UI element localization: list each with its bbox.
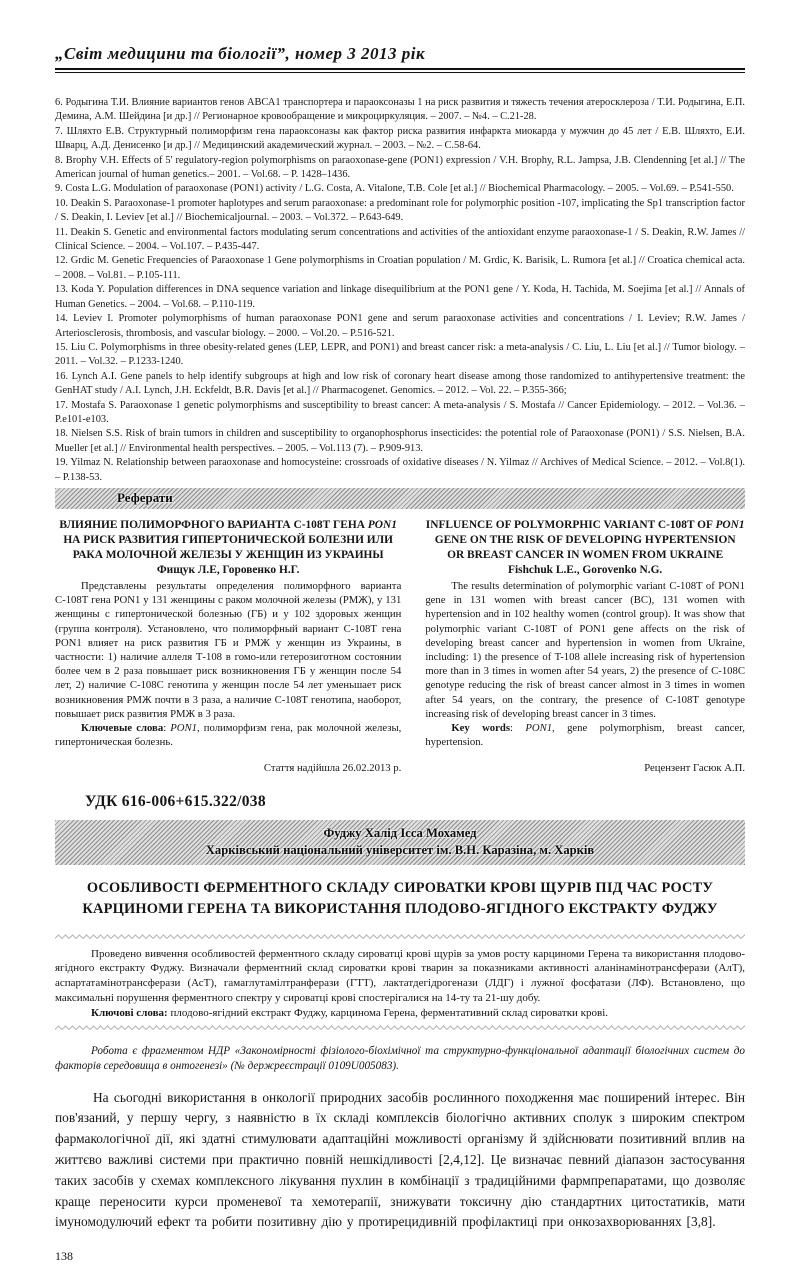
abstract-en-title-text: INFLUENCE OF POLYMORPHIC VARIANT C-108T OF	[425, 518, 716, 531]
reference-item: 19. Yilmaz N. Relationship between paraoxonase and homocysteine: crossroads of oxidative diseases / N. Yilmaz // Archives of Medical Science. – 2012. – Vol.8(1). – P.138-53.	[55, 457, 745, 483]
gene-name-italic: PON1	[525, 722, 553, 734]
received-date: Стаття надійшла 26.02.2013 р.	[263, 762, 402, 775]
abstract-english	[425, 518, 745, 776]
keywords-text: , полиморфизм гена, рак молочной железы, гипертоническая болезнь.	[55, 722, 402, 749]
zigzag-divider	[55, 1024, 745, 1031]
reference-item: 17. Mostafa S. Paraoxonase 1 genetic polymorphisms and susceptibility to breast cancer: A meta-analysis / S. Mostafa // Cancer Epidemiology. – 2012. – Vol.36. – P.e101-e103.	[55, 399, 745, 425]
abstract-ru-title	[55, 518, 401, 563]
keywords-text: плодово-ягідний екстракт Фуджу, карцинома Герена, ферментативний склад сироватки крові.	[167, 1006, 609, 1019]
reference-item: 18. Nielsen S.S. Risk of brain tumors in children and susceptibility to organophosphorus insecticides: the potential role of Paraoxonase (PON1) / S.S. Nielsen, B.A. Mueller [et al.] // Environmental health perspectives. – 2005. – Vol.113 (7). – P.909-913.	[55, 428, 745, 454]
abstract-ru-title-text: ВЛИЯНИЕ ПОЛИМОРФНОГО ВАРИАНТА С-108Т ГЕНА	[59, 518, 368, 531]
reference-item: 8. Brophy V.H. Effects of 5' regulatory-region polymorphisms on paraoxonase-gene (PON1) expression / V.H. Brophy, R.L. Jampsa, J.B. Clendenning [et al.] // The American journal of human genetics.– 2001. – Vol.68. – P. 1428–1436.	[55, 154, 745, 181]
article-keywords	[55, 1006, 745, 1021]
page-header	[55, 44, 745, 73]
reference-item: 11. Deakin S. Genetic and environmental factors modulating serum concentrations and activities of the antioxidant enzyme paraoxonase-1 / S. Deakin, R.W. James // Clinical Science. – 2004. – Vol.107. – P.435-447.	[55, 226, 745, 253]
references-list	[55, 96, 745, 485]
referaty-banner	[55, 488, 745, 509]
abstracts-two-column	[55, 518, 745, 776]
zigzag-divider	[55, 933, 745, 940]
keywords-label: Ключові слова:	[91, 1006, 168, 1019]
abstract-en-body: The results determination of polymorphic variant C-108T of PON1 gene in 131 women with breast cancer (BC), 131 women with hypertension and in 102 healthy women (control group). It was show that polymorphic variant C-108T of PON1 gene affects on the risk of developing breast cancer and hypertension in women from Ukraine, including: 1) the presence of T-108 allele increasing risk of hypertension more than in 3 times in women after 54 years, 2) the presence of C-108C genotype reducing the risk of breast cancer almost in 3 times in women after 54 years, on the contrary, the presence of C-108T genotype increasing risk of developing breast cancer in 3 times.	[425, 579, 745, 720]
gene-name-italic: PON1	[715, 518, 745, 531]
article-author: Фуджу Халід Ісса Мохамед	[323, 825, 477, 840]
page-number: 138	[55, 1249, 73, 1264]
header-rule	[55, 72, 745, 73]
abstract-en-authors: Fishchuk L.E., Gorovenko N.G.	[508, 563, 663, 576]
reference-item: 15. Liu C. Polymorphisms in three obesity-related genes (LEP, LEPR, and PON1) and breast cancer risk: a meta-analysis / C. Liu, L. Liu [et al.] // Tumor biology. – 2011. – Vol.32. – P.1233-1240.	[55, 341, 745, 368]
article-title: ОСОБЛИВОСТІ ФЕРМЕНТНОГО СКЛАДУ СИРОВАТКИ КРОВІ ЩУРІВ ПІД ЧАС РОСТУ КАРЦИНОМИ ГЕРЕНА ТА ВИКОРИСТАННЯ ПЛОДОВО-ЯГІДНОГО ЕКСТРАКТУ ФУДЖУ	[82, 879, 718, 918]
abstract-en-keywords	[425, 721, 745, 749]
keywords-text: , gene polymorphism, breast cancer, hypertension.	[425, 722, 745, 749]
keywords-label: Key words	[451, 722, 510, 734]
author-affiliation-banner	[55, 820, 745, 865]
reference-item: 7. Шляхто Е.В. Структурный полиморфизм гена параоксоназы как фактор риска развития инфаркта миокарда у мужчин до 45 лет / Е.В. Шляхто, Е.И. Шварц, А.Д. Денисенко [и др.] // Медицинский академический журнал. – 2003. – №2. – С.58-64.	[55, 125, 745, 152]
keywords-separator: :	[510, 722, 526, 734]
journal-title: „Світ медицини та біології”, номер 3 2013 рік	[55, 44, 745, 70]
reference-item: 12. Grdic M. Genetic Frequencies of Paraoxonase 1 Gene polymorphisms in Croatian population / M. Grdic, K. Barisik, L. Rumora [et al.] // Croatica chemical acta. – 2008. – Vol.81. – P.105-111.	[55, 255, 745, 281]
gene-name-italic: PON1	[367, 518, 397, 531]
abstract-ru-body: Представлены результаты определения полиморфного варианта С-108Т гена PON1 у 131 женщины с раком молочной железы (РМЖ), у 131 женщины с гипертонической болезнью (ГБ) и у 102 здоровых женщин (группа контроля). Установлено, что полиморфный вариант С-108Т гена PON1 влияет на риск развития ГБ и РМЖ у женщин из Украины, в частности: 1) наличие аллеля Т-108 в гомо-или гетерозиготном состоянии более чем в 2 раза повышает риск возникновения ГБ у женщин после 54 лет, 2) наличие С-108С генотипа у женщин после 54 лет уменьшает риск возникновения РМЖ почти в 3 раза, а наличие С-108Т генотипа, наоборот, повышает риск развития РМЖ в 3 раза.	[55, 579, 402, 720]
abstract-ru-title-text: НА РИСК РАЗВИТИЯ ГИПЕРТОНИЧЕСКОЙ БОЛЕЗНИ ИЛИ РАКА МОЛОЧНОЙ ЖЕЛЕЗЫ У ЖЕНЩИН ИЗ УКРАИНЫ	[63, 533, 394, 561]
gene-name-italic: PON1	[170, 722, 197, 734]
reference-item: 16. Lynch A.I. Gene panels to help identify subgroups at high and low risk of coronary heart disease among those randomized to antihypertensive treatment: the GenHAT study / A.I. Lynch, J.H. Eckfeldt, B.R. Davis [et al.] // Pharmacogenet. Genomics. – 2012. – Vol. 22. – P.355-366;	[55, 370, 745, 397]
reference-item: 9. Costa L.G. Modulation of paraoxonase (PON1) activity / L.G. Costa, A. Vitalone, T.B. Cole [et al.] // Biochemical Pharmacology. – 2005. – Vol.69. – P.541-550.	[55, 183, 734, 195]
referaty-label: Реферати	[117, 490, 173, 506]
reference-item: 10. Deakin S. Paraoxonase-1 promoter haplotypes and serum paraoxonase: a predominant role for polymorphic position -107, implicating the Sp1 transcription factor / S. Deakin, I. Leviev [et al.] // Biochemicaljournal. – 2003. – Vol.372. – P.643-649.	[55, 197, 745, 224]
reference-item: 13. Koda Y. Population differences in DNA sequence variation and linkage disequilibrium at the PON1 gene / Y. Koda, H. Tachida, M. Soejima [et al.] // Annals of Human Genetics. – 2004. – Vol.68. – P.110-119.	[55, 284, 745, 310]
keywords-label: Ключевые слова	[81, 722, 164, 734]
article-abstract: Проведено вивчення особливостей ферментного складу сироватці крові щурів за умов росту карциноми Герена та використання плодово-ягідного екстракту Фуджу. Визначали ферментний склад сироватки крові тварин за показниками активності аланінамінотрансферази (АлТ), аспартатамінотрансферази (АсТ), гамаглутамілтранферази (ГТТ), лактатдегідрогенази (ЛДГ) і лужної фосфатази (ЛФ). Встановлено, що максимальні порушення ферментного спектру у сироватці крові спостерігалися на 14-ту та 21-шу добу.	[55, 947, 745, 1004]
abstract-ru-keywords	[55, 721, 401, 749]
udc-code: УДК 616-006+615.322/038	[85, 792, 266, 810]
abstract-russian	[55, 518, 401, 776]
abstract-en-title	[425, 518, 745, 563]
reference-item: 6. Родыгина Т.И. Влияние вариантов генов АВСА1 транспортера и параоксоназы 1 на риск развития и тяжесть течения атеросклероза / Т.И. Родыгина, Е.П. Демина, А.М. Шейдина [и др.] // Регионарное кровообращение и микроциркуляция. – 2007. – №4. – С.21-28.	[55, 97, 745, 123]
article-intro-paragraph: На сьогодні використання в онкології природних засобів рослинного походження має поширений інтерес. Він пов'язаний, у першу чергу, з наявністю в їх складі комплексів біологічно активних сполук з широким спектром фармакологічної дії, які здатні стимулювати адаптаційні можливості організму й здійснювати позитивний вплив на життєво важливі системи при практично повній нешкідливості [2,4,12]. Це визначає певний діапазон застосування таких засобів у схемах комплексного лікування пухлин в комбінації з традиційними фармпрепаратами, що дозволяє краще переносити курси променевої та хемотерапії, знижувати токсичну дію стандартних цитостатиків, мати імуномодулючий ефект та робити позитивну дію у протирецидивній профілактиці при онкозахворюваннях [3,8].	[55, 1089, 745, 1230]
reviewer-name: Рецензент Гасюк А.П.	[644, 762, 745, 775]
ndr-note: Робота є фрагментом НДР «Закономірності фізіолого-біохімічної та структурно-функціональної адаптації біологічних систем до факторів середовища в онтогенезі» (№ держреєстрації 0109U005083).	[55, 1044, 745, 1072]
abstract-ru-authors: Фищук Л.Е, Горовенко Н.Г.	[156, 563, 300, 576]
abstract-en-title-text: GENE ON THE RISK OF DEVELOPING HYPERTENSION OR BREAST CANCER IN WOMEN FROM UKRAINE	[434, 533, 736, 561]
reference-item: 14. Leviev I. Promoter polymorphisms of human paraoxonase PON1 gene and serum paraoxonase activities and concentrations / I. Leviev; R.W. James / Arteriosclerosis, thrombosis, and vascular biology. – 2000. – Vol.20. – P.516-521.	[55, 313, 745, 339]
article-affiliation: Харківський національний університет ім. В.Н. Каразіна, м. Харків	[205, 842, 595, 857]
keywords-separator: :	[163, 722, 171, 734]
